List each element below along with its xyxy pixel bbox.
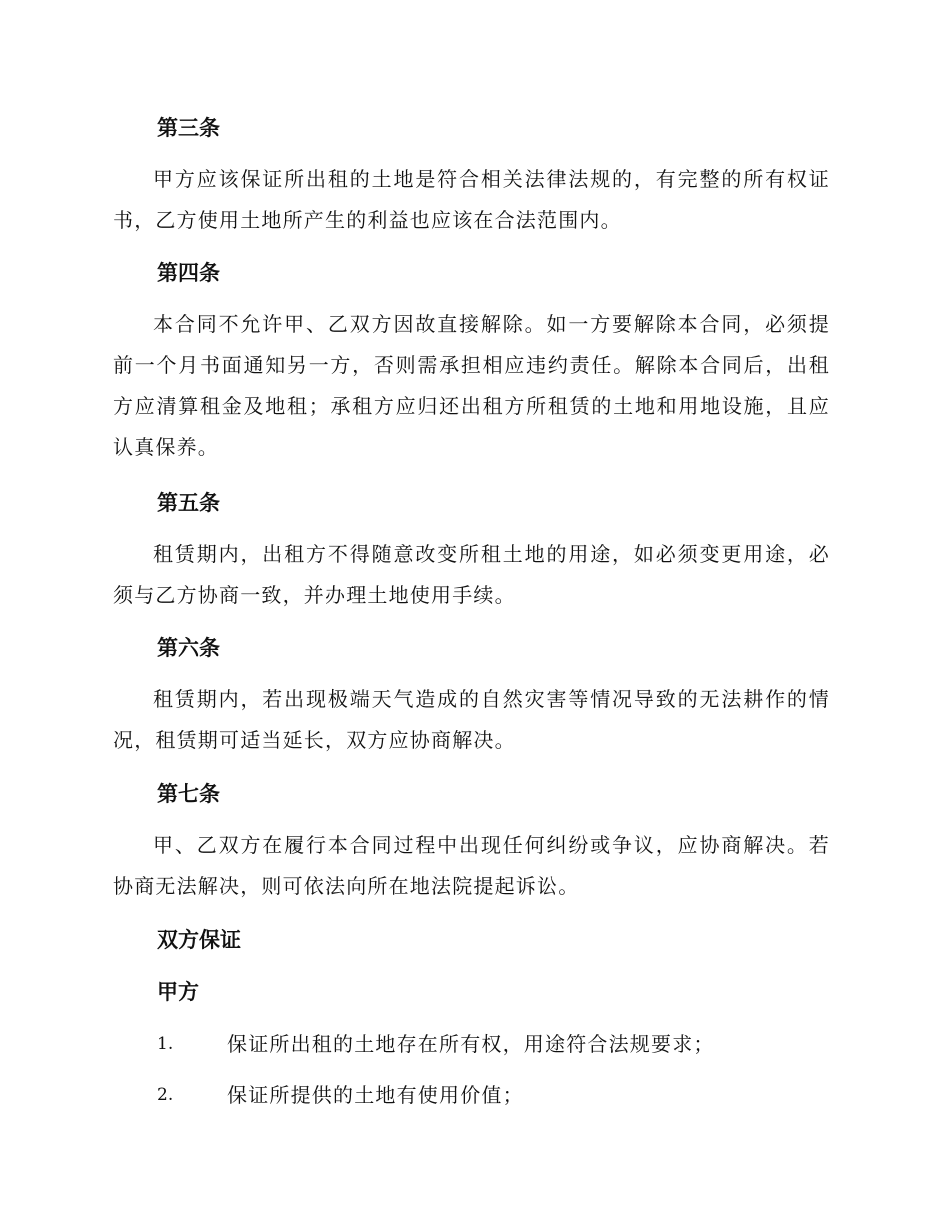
list-text: 保证所提供的土地有使用价值； (227, 1083, 524, 1107)
article-6-body: 租赁期内，若出现极端天气造成的自然灾害等情况导致的无法耕作的情况，租赁期可适当延长，双方应协商解决。 (113, 687, 830, 752)
article-7-body: 甲、乙双方在履行本合同过程中出现任何纠纷或争议，应协商解决。若协商无法解决，则可依法向所在地法院提起诉讼。 (113, 833, 830, 898)
article-7-heading: 第七条 (157, 781, 220, 806)
party-a-heading: 甲方 (157, 979, 199, 1004)
article-4-body: 本合同不允许甲、乙双方因故直接解除。如一方要解除本合同，必须提前一个月书面通知另一方，否则需承担相应违约责任。解除本合同后，出租方应清算租金及地租；承租方应归还出租方所租赁的土地和用地设施，且应认真保养。 (113, 312, 830, 459)
article-5-heading: 第五条 (157, 490, 220, 515)
list-number: 1. (157, 1034, 174, 1054)
article-4-heading: 第四条 (157, 260, 220, 285)
guarantee-heading: 双方保证 (157, 927, 241, 952)
article-5-body: 租赁期内，出租方不得随意改变所租土地的用途，如必须变更用途，必须与乙方协商一致，并办理土地使用手续。 (113, 542, 830, 607)
article-3-heading: 第三条 (157, 115, 220, 140)
list-text: 保证所出租的土地存在所有权，用途符合法规要求； (227, 1032, 715, 1056)
article-3-body: 甲方应该保证所出租的土地是符合相关法律法规的，有完整的所有权证书，乙方使用土地所产生的利益也应该在合法范围内。 (113, 167, 830, 232)
list-number: 2. (157, 1085, 174, 1105)
article-6-heading: 第六条 (157, 635, 220, 660)
